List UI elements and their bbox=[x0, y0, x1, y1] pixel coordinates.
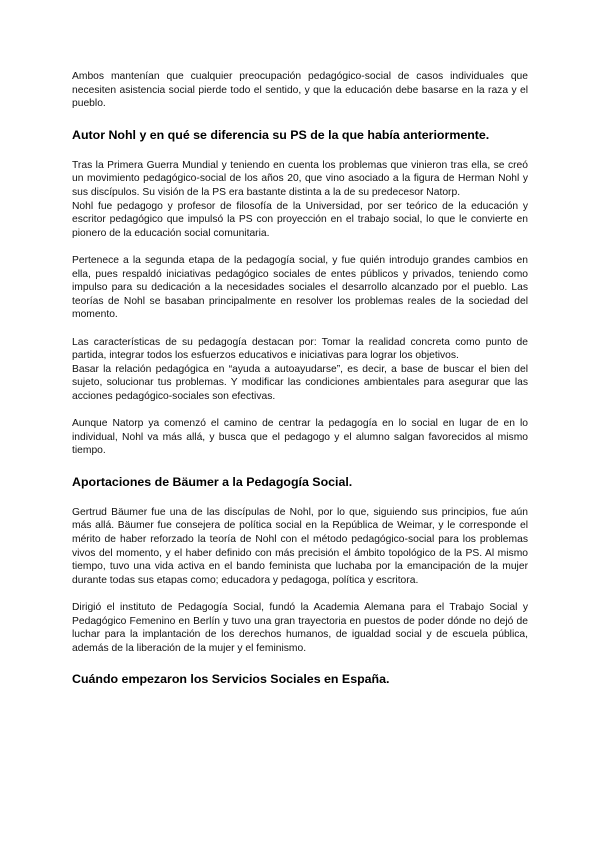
paragraph-nohl-characteristics: Las características de su pedagogía destacan por: Tomar la realidad concreta como punto de partida, integrar todos los esfuerzos educativos e iniciativas para lograr los objetivos. bbox=[72, 336, 528, 362]
paragraph-baumer-profile: Gertrud Bäumer fue una de las discípulas de Nohl, por lo que, siguiendo sus principios, fue aún más allá. Bäumer fue consejera de política social en la República de Weimar, y le corresponde el mérito de haber reforzado la teoría de Nohl con el método pedagógico-social para los problemas vivos del momento, y el haber definido con más precisión el ámbito topológico de la PS. Al mismo tiempo, tuvo una vida activa en el bando feminista que luchaba por la emancipación de la mujer durante todas sus etapas como; educadora y pedagoga, política y escritora. bbox=[72, 506, 528, 586]
section-heading-nohl: Autor Nohl y en qué se diferencia su PS de la que había anteriormente. bbox=[72, 127, 490, 142]
paragraph-natorp-comparison: Aunque Natorp ya comenzó el camino de centrar la pedagogía en lo social en lugar de en lo individual, Nohl va más allá, y busca que el pedagogo y el alumno salgan favorecidos al mismo tiempo. bbox=[72, 418, 528, 457]
paragraph-nohl-stage: Pertenece a la segunda etapa de la pedagogía social, y fue quién introdujo grandes cambios en ella, pues respaldó iniciativas pedagógico sociales de entes públicos y privados, teniendo como impulso para su dedicación a la necesidades sociales el desarrollo alcanzado por el pueblo. Las teorías de Nohl se basaban principalmente en resolver los problemas reales de la sociedad del momento. bbox=[72, 254, 528, 321]
document-body bbox=[72, 70, 528, 687]
paragraph-nohl-relationship: Basar la relación pedagógica en “ayuda a autoayudarse”, es decir, a base de buscar el bien del sujeto, solucionar tus problemas. Y modificar las condiciones ambientales para asegurar que las acciones pedagógico-sociales son efectivas. bbox=[72, 363, 528, 402]
paragraph-nohl-context: Tras la Primera Guerra Mundial y teniendo en cuenta los problemas que vinieron tras ella, se creó un movimiento pedagógico-social de los años 20, que vino asociado a la figura de Herman Nohl y sus discípulos. Su visión de la PS era bastante distinta a la de su predecesor Natorp. bbox=[72, 159, 528, 198]
section-heading-baumer: Aportaciones de Bäumer a la Pedagogía Social. bbox=[72, 474, 353, 489]
paragraph-nohl-profile: Nohl fue pedagogo y profesor de filosofía de la Universidad, por ser teórico de la educación y escritor pedagógico que impulsó la PS con proyección en el trabajo social, lo que le convierte en pionero de la educación social comunitaria. bbox=[72, 200, 528, 239]
intro-paragraph: Ambos mantenían que cualquier preocupación pedagógico-social de casos individuales que necesiten asistencia social pierde todo el sentido, y que la educación debe basarse en la raza y el pueblo. bbox=[72, 71, 528, 110]
section-heading-servicios-sociales: Cuándo empezaron los Servicios Sociales en España. bbox=[72, 672, 390, 687]
paragraph-baumer-career: Dirigió el instituto de Pedagogía Social, fundó la Academia Alemana para el Trabajo Social y Pedagógico Femenino en Berlín y tuvo una gran trayectoria en puestos de poder dónde no dejó de luchar para la implantación de los derechos humanos, de igualdad social y de escuela pública, además de la liberación de la mujer y el feminismo. bbox=[72, 602, 528, 654]
